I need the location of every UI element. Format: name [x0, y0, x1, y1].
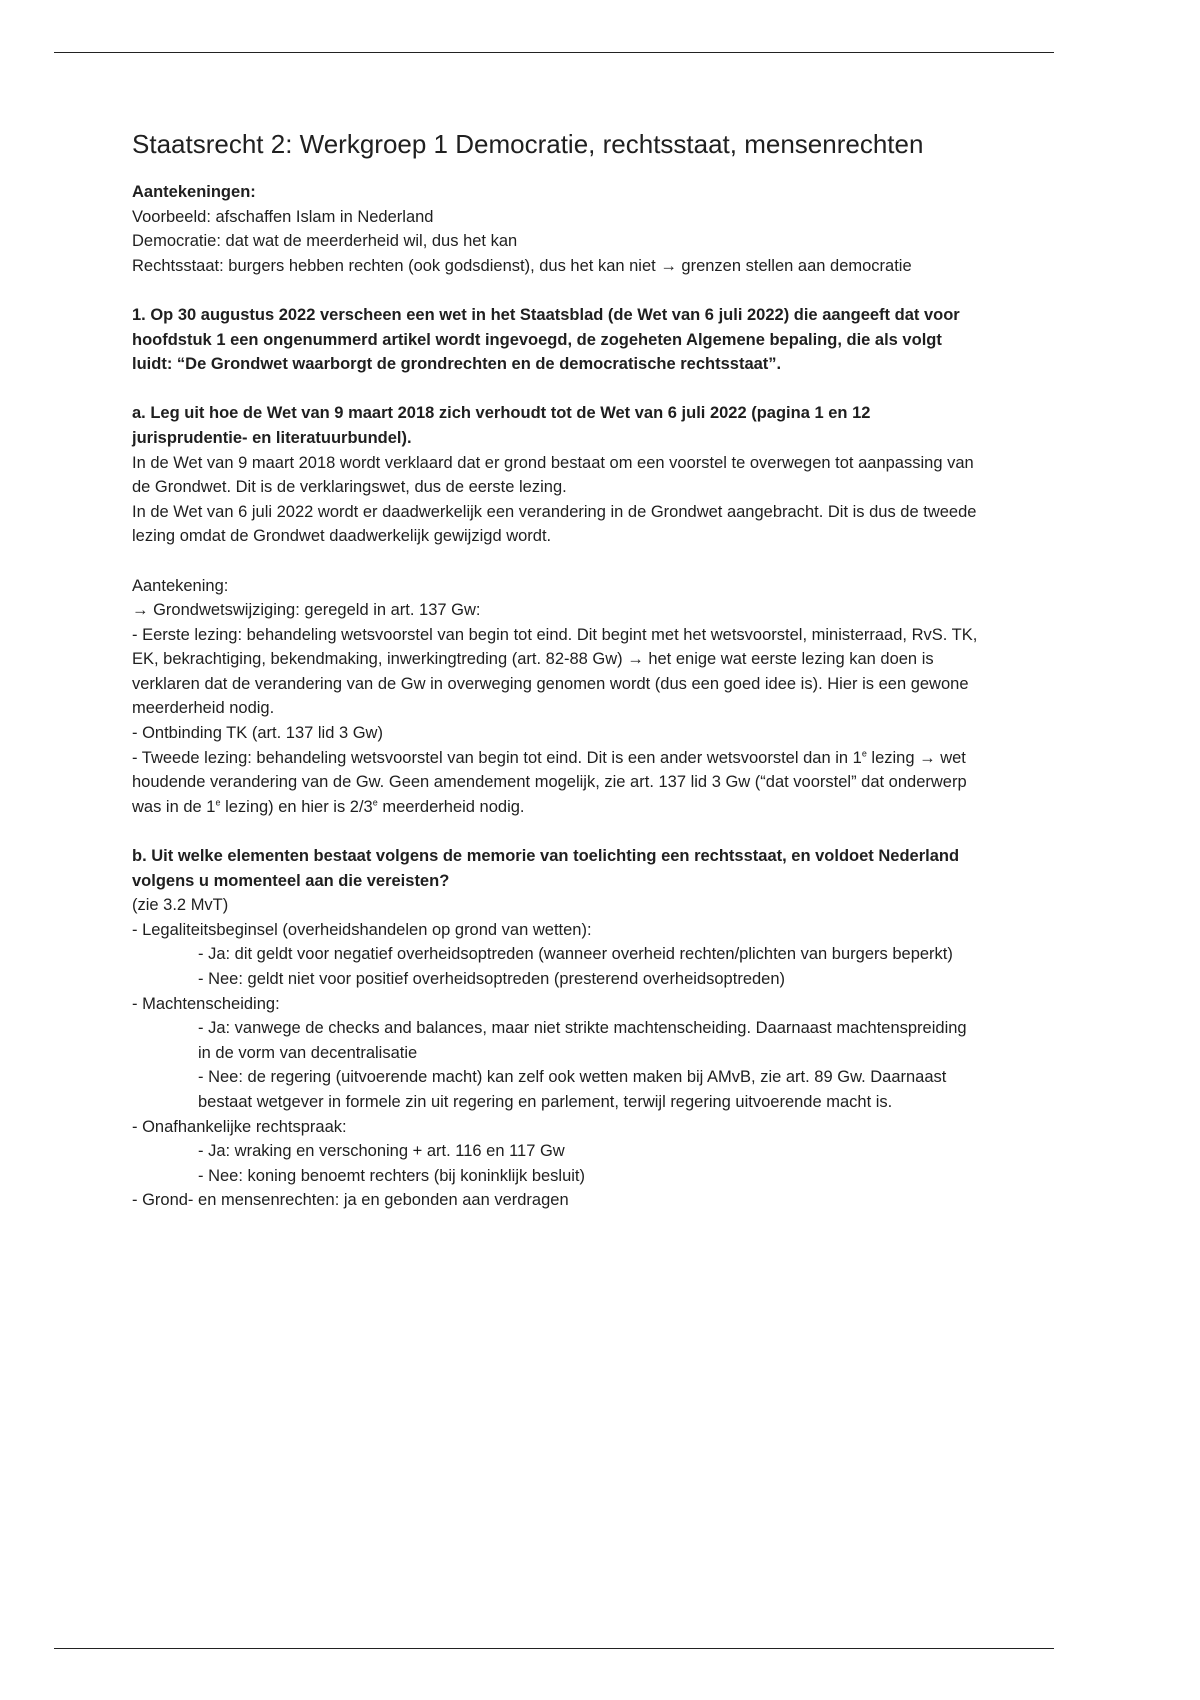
element-no: - Nee: koning benoemt rechters (bij koninklijk besluit): [198, 1166, 586, 1185]
element-no: - Nee: de regering (uitvoerende macht) kan zelf ook wetten maken bij AMvB, zie art. 89 Gw. Daarnaast bestaat wetgever in formele zin uit regering en parlement, terwijl regering uitvoerende macht is.: [198, 1068, 947, 1111]
element-legality: - Legaliteitsbeginsel (overheidshandelen op grond van wetten):: [132, 920, 592, 939]
page-title: Staatsrecht 2: Werkgroep 1 Democratie, rechtsstaat, mensenrechten: [132, 129, 924, 159]
question-b-heading: b. Uit welke elementen bestaat volgens de memorie van toelichting een rechtsstaat, en voldoet Nederland volgens u momenteel aan die vereisten?: [132, 847, 960, 890]
bottom-rule: [54, 1648, 1054, 1649]
element-yes: - Ja: vanwege de checks and balances, maar niet strikte machtenscheiding. Daarnaast machtenspreiding in de vorm van decentralisatie: [198, 1019, 967, 1062]
element-yes: - Ja: dit geldt voor negatief overheidsoptreden (wanneer overheid rechten/plichten van burgers beperkt): [198, 945, 953, 964]
top-rule: [54, 52, 1054, 53]
element-no: - Nee: geldt niet voor positief overheidsoptreden (presterend overheidsoptreden): [198, 970, 786, 988]
annotation-line: → Grondwetswijziging: geregeld in art. 137 Gw:: [132, 601, 481, 620]
question-a-heading: a. Leg uit hoe de Wet van 9 maart 2018 zich verhoudt tot de Wet van 6 juli 2022 (pagina 1 en 12 jurisprudentie- en literatuurbundel).: [132, 404, 871, 447]
element-fundamental-rights: - Grond- en mensenrechten: ja en gebonden aan verdragen: [132, 1191, 569, 1210]
document-body: [132, 126, 982, 1213]
notes-line: Rechtsstaat: burgers hebben rechten (ook godsdienst), dus het kan niet → grenzen stellen aan democratie: [132, 256, 912, 275]
second-reading-paragraph: - Tweede lezing: behandeling wetsvoorstel van begin tot eind. Dit is een ander wetsvoorstel dan in 1e lezing → wet houdende verandering van de Gw. Geen amendement mogelijk, zie art. 137 lid 3 Gw (“dat voorstel” dat onderwerp was in de 1e lezing) en hier is 2/3e meerderheid nodig.: [132, 748, 967, 816]
notes-line: Voorbeeld: afschaffen Islam in Nederland: [132, 207, 434, 226]
element-yes: - Ja: wraking en verschoning + art. 116 en 117 Gw: [198, 1142, 565, 1161]
question-1: 1. Op 30 augustus 2022 verscheen een wet in het Staatsblad (de Wet van 6 juli 2022) die aangeeft dat voor hoofdstuk 1 een ongenummerd artikel wordt ingevoegd, de zogeheten Algemene bepaling, die als volgt luidt: “De Grondwet waarborgt de grondrechten en de democratische rechtsstaat”.: [132, 305, 960, 374]
element-separation-of-powers: - Machtenscheiding:: [132, 994, 280, 1013]
reference-note: (zie 3.2 MvT): [132, 896, 229, 915]
notes-line: Democratie: dat wat de meerderheid wil, dus het kan: [132, 232, 518, 251]
annotation-line: - Ontbinding TK (art. 137 lid 3 Gw): [132, 724, 383, 743]
answer-paragraph: In de Wet van 9 maart 2018 wordt verklaard dat er grond bestaat om een voorstel te overwegen tot aanpassing van de Grondwet. Dit is de verklaringswet, dus de eerste lezing.: [132, 453, 974, 497]
notes-heading: Aantekeningen:: [132, 183, 256, 201]
annotation-line: - Eerste lezing: behandeling wetsvoorstel van begin tot eind. Dit begint met het wetsvoorstel, ministerraad, RvS. TK, EK, bekrachtiging, bekendmaking, inwerkingtreding (art. 82-88 Gw) → het enige wat eerste lezing kan doen is verklaren dat de verandering van de Gw in overweging genomen wordt (dus een goed idee is). Hier is een gewone meerderheid nodig.: [132, 625, 978, 718]
annotation-heading: Aantekening:: [132, 576, 229, 595]
answer-paragraph: In de Wet van 6 juli 2022 wordt er daadwerkelijk een verandering in de Grondwet aangebracht. Dit is dus de tweede lezing omdat de Grondwet daadwerkelijk gewijzigd wordt.: [132, 502, 977, 546]
element-independent-judiciary: - Onafhankelijke rechtspraak:: [132, 1117, 347, 1136]
